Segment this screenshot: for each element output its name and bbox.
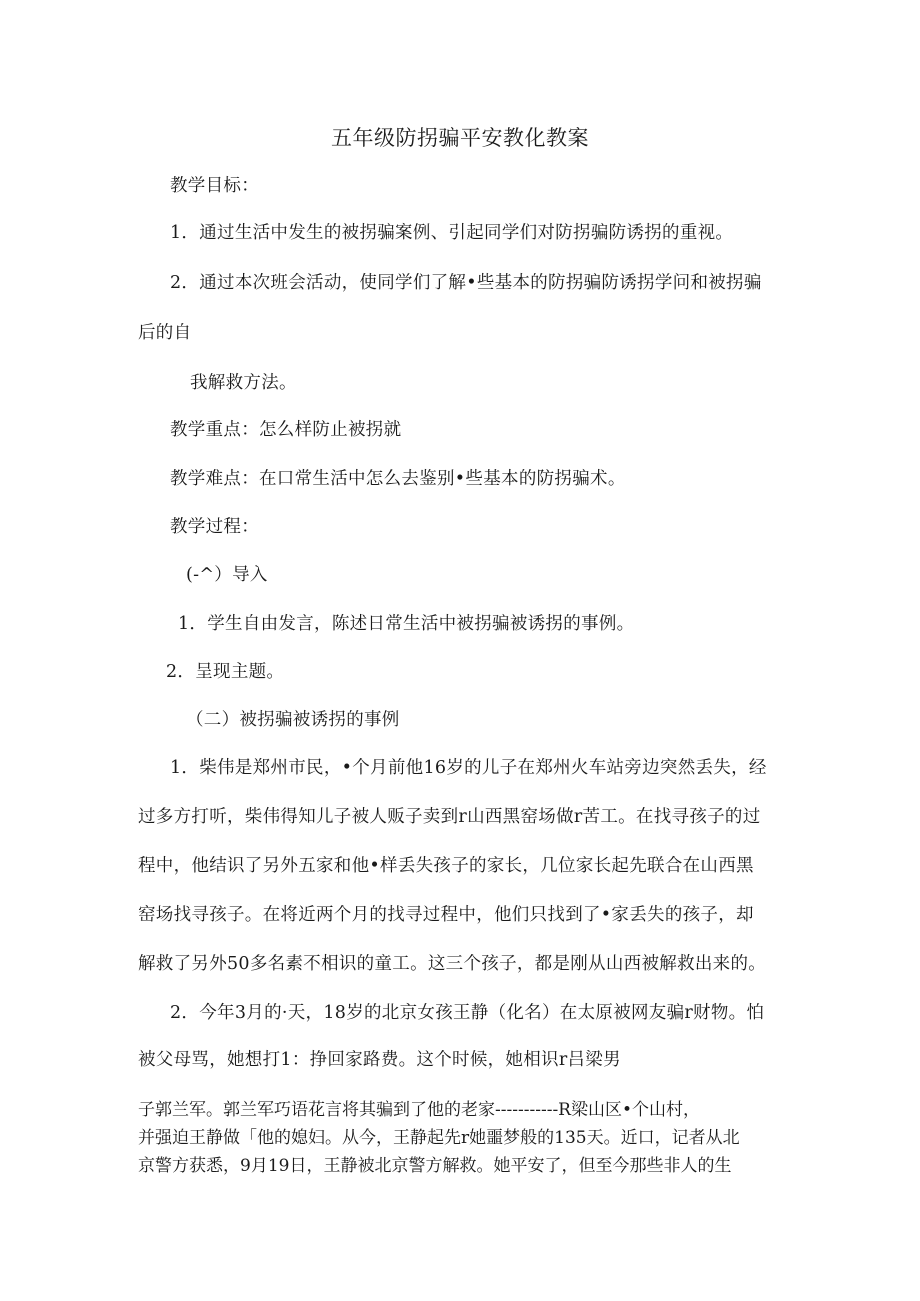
case-1-line-5: 解救了另外50多名素不相识的童工。这三个孩子，都是刚从山西被解救出来的。 bbox=[138, 954, 767, 974]
case-2-line-3: 子郭兰军。郭兰军巧语花言将其骗到了他的老家-----------R梁山区•个山村， bbox=[138, 1100, 701, 1120]
section-heading-process: 教学过程： bbox=[170, 517, 259, 537]
introduction-item-1: 1．学生自由发言，陈述日常生活中被拐骗被诱拐的事例。 bbox=[178, 614, 635, 634]
objective-item-1: 1．通过生活中发生的被拐骗案例、引起同学们对防拐骗防诱拐的重视。 bbox=[170, 223, 734, 243]
document-title: 五年级防拐骗平安教化教案 bbox=[331, 126, 589, 150]
objective-item-2: 2．通过本次班会活动，使同学们了解•些基本的防拐骗防诱拐学问和被拐骗 bbox=[170, 273, 762, 293]
section-heading-objectives: 教学目标： bbox=[170, 176, 259, 196]
subsection-cases: （二）被拐骗被诱拐的事例 bbox=[186, 710, 400, 730]
teaching-difficulty: 教学难点：在口常生活中怎么去鉴别•些基本的防拐骗术。 bbox=[170, 469, 626, 489]
case-2-line-2: 被父母骂，她想打1：挣回家路费。这个时候，她相识r吕梁男 bbox=[138, 1050, 621, 1070]
subsection-introduction: (-^）导入 bbox=[186, 565, 268, 585]
case-2-line-5: 京警方获悉，9月19日，王静被北京警方解救。她平安了，但至今那些非人的生 bbox=[138, 1156, 732, 1176]
case-1-line-2: 过多方打听，柴伟得知儿子被人贩子卖到r山西黑窑场做r苦工。在找寻孩子的过 bbox=[138, 807, 761, 827]
case-1-line-4: 窑场找寻孩子。在将近两个月的找寻过程中，他们只找到了•家丢失的孩子，却 bbox=[138, 905, 754, 925]
case-1-line-1: 1．柴伟是郑州市民，•个月前他16岁的儿子在郑州火车站旁边突然丢失，经 bbox=[170, 758, 767, 778]
introduction-item-2: 2．呈现主题。 bbox=[166, 662, 285, 682]
teaching-focus: 教学重点：怎么样防止被拐就 bbox=[170, 420, 402, 440]
objective-item-2-continued-indent: 我解救方法。 bbox=[190, 373, 297, 393]
case-1-line-3: 程中，他结识了另外五家和他•样丢失孩子的家长，几位家长起先联合在山西黑 bbox=[138, 856, 754, 876]
objective-item-2-continued: 后的自 bbox=[138, 323, 192, 343]
case-2-line-4: 并强迫王静做「他的媳妇。从今，王静起先r她噩梦般的135天。近口，记者从北 bbox=[138, 1128, 740, 1148]
case-2-line-1: 2．今年3月的·天，18岁的北京女孩王静（化名）在太原被网友骗r财物。怕 bbox=[170, 1003, 765, 1023]
